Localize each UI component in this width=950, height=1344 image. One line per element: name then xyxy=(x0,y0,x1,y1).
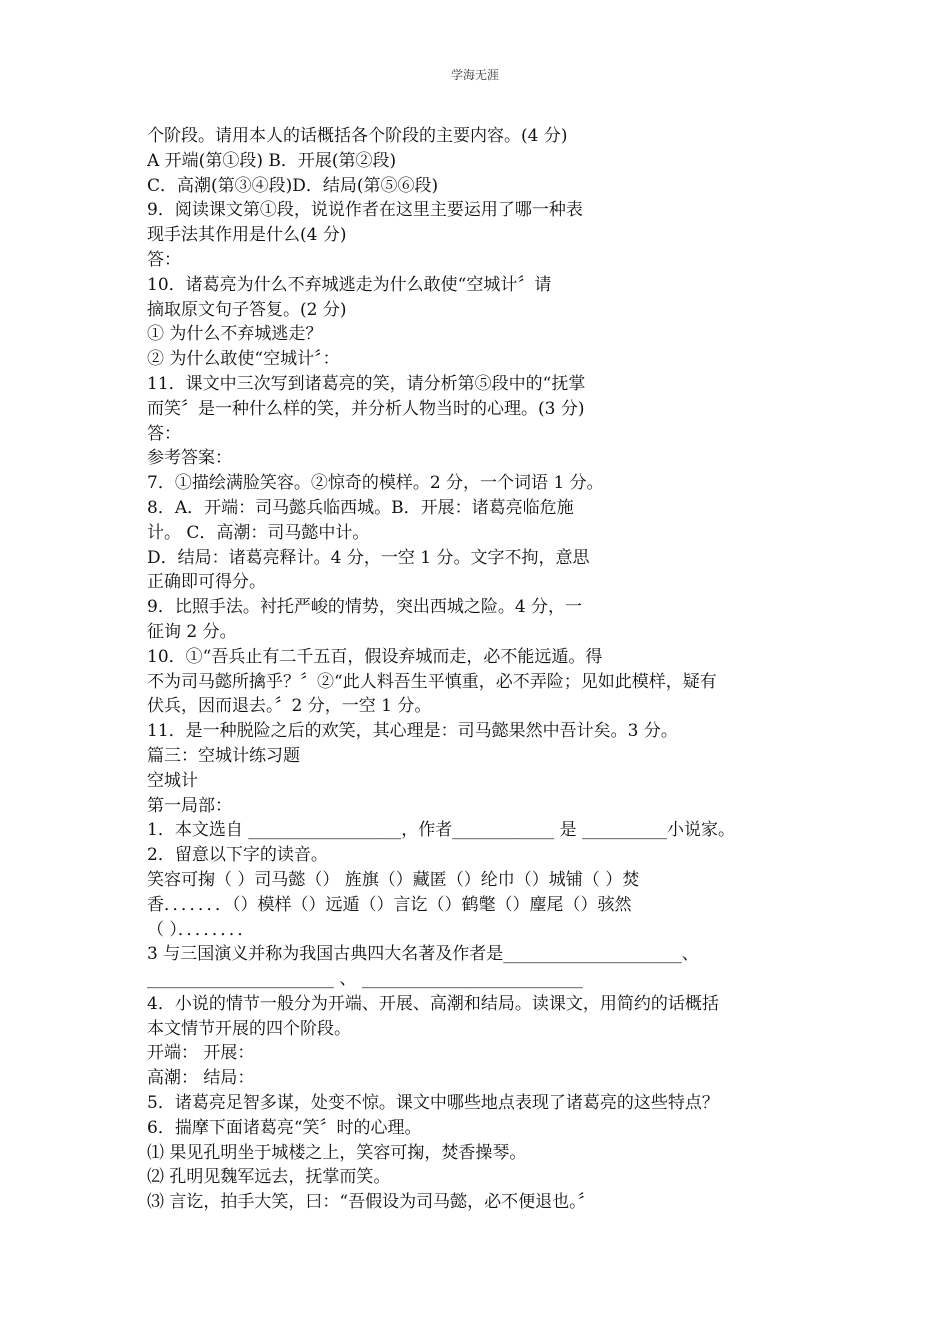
text-line: 香．．．．．．．（）模样（）远遁（）言讫（）鹤氅（）麈尾（）骇然 xyxy=(147,894,632,915)
text-line: 10．诸葛亮为什么不弃城逃走为什么敢使“空城计〞请 xyxy=(147,274,552,295)
text-line: 11．课文中三次写到诸葛亮的笑，请分析第⑤段中的“抚掌 xyxy=(147,373,586,394)
text-line: 9．比照手法。衬托严峻的情势，突出西城之险。4 分，一 xyxy=(147,597,583,618)
text-line: 而笑〞是一种什么样的笑，并分析人物当时的心理。(3 分) xyxy=(147,398,585,419)
text-line: 1．本文选自 __________________，作者____________ 是 __________小说家。 xyxy=(147,820,736,841)
text-line: 7．①描绘满脸笑容。②惊奇的模样。2 分，一个词语 1 分。 xyxy=(147,473,604,494)
text-line: （ ）．．．．．．．． xyxy=(147,919,255,940)
text-line: 本文情节开展的四个阶段。 xyxy=(147,1018,351,1039)
text-line: 8．A．开端：司马懿兵临西城。B．开展：诸葛亮临危施 xyxy=(147,497,574,518)
text-line: 伏兵，因而退去。〞2 分，一空 1 分。 xyxy=(147,696,432,717)
text-line: 5．诸葛亮足智多谋，处变不惊。课文中哪些地点表现了诸葛亮的这些特点？ xyxy=(147,1093,719,1114)
text-line: ______________________ 、 __________________________ xyxy=(147,969,583,990)
text-line: ⑴ 果见孔明坐于城楼之上，笑容可掬，焚香操琴。 xyxy=(147,1142,527,1163)
text-line: 6．揣摩下面诸葛亮“笑〞时的心理。 xyxy=(147,1117,422,1138)
text-line: 答： xyxy=(147,249,181,270)
text-line: 征询 2 分。 xyxy=(147,621,237,642)
text-line: ① 为什么不弃城逃走？ xyxy=(147,324,323,345)
text-line: 3 与三国演义并称为我国古典四大名著及作者是_____________________、 xyxy=(147,944,699,965)
document-body xyxy=(147,124,807,1215)
text-line: 高潮： 结局： xyxy=(147,1068,255,1089)
text-line: 空城计 xyxy=(147,770,198,791)
text-line: D．结局：诸葛亮释计。4 分，一空 1 分。文字不拘，意思 xyxy=(147,547,590,568)
text-line: A 开端(第①段) B．开展(第②段) xyxy=(147,150,397,171)
text-line: C．高潮(第③④段)D．结局(第⑤⑥段) xyxy=(147,175,439,196)
text-line: 9．阅读课文第①段，说说作者在这里主要运用了哪一种表 xyxy=(147,200,583,221)
page-header: 学海无涯 xyxy=(450,68,499,82)
text-line: 4．小说的情节一般分为开端、开展、高潮和结局。读课文，用简约的话概括 xyxy=(147,993,719,1014)
text-line: 2．留意以下字的读音。 xyxy=(147,845,328,866)
text-line: ⑶ 言讫，拍手大笑，曰：“吾假设为司马懿，必不便退也。〞 xyxy=(147,1192,595,1213)
text-line: 现手法其作用是什么(4 分) xyxy=(147,225,347,246)
text-line: 开端： 开展： xyxy=(147,1043,255,1064)
text-line: 不为司马懿所擒乎？〞②“此人料吾生平慎重，必不弄险；见如此模样，疑有 xyxy=(147,671,717,692)
text-line: 篇三：空城计练习题 xyxy=(147,745,300,766)
text-line: 笑容可掬（ ）司马懿（） 旌旗（）藏匿（）纶巾（）城铺（ ）焚 xyxy=(147,869,640,890)
text-line: 10．①“吾兵止有二千五百，假设弃城而走，必不能远遁。得 xyxy=(147,646,603,667)
text-line: 正确即可得分。 xyxy=(147,572,266,593)
text-line: ② 为什么敢使“空城计〞： xyxy=(147,349,340,370)
text-line: 摘取原文句子答复。(2 分) xyxy=(147,299,347,320)
text-line: 计。 C．高潮：司马懿中计。 xyxy=(147,522,370,543)
text-line: 个阶段。请用本人的话概括各个阶段的主要内容。(4 分) xyxy=(147,126,568,146)
text-line: 第一局部： xyxy=(147,795,232,816)
text-line: 答： xyxy=(147,423,181,444)
text-line: 参考答案： xyxy=(147,448,232,469)
text-line: 11．是一种脱险之后的欢笑，其心理是：司马懿果然中吾计矣。3 分。 xyxy=(147,721,678,742)
text-line: ⑵ 孔明见魏军远去，抚掌而笑。 xyxy=(147,1167,391,1188)
